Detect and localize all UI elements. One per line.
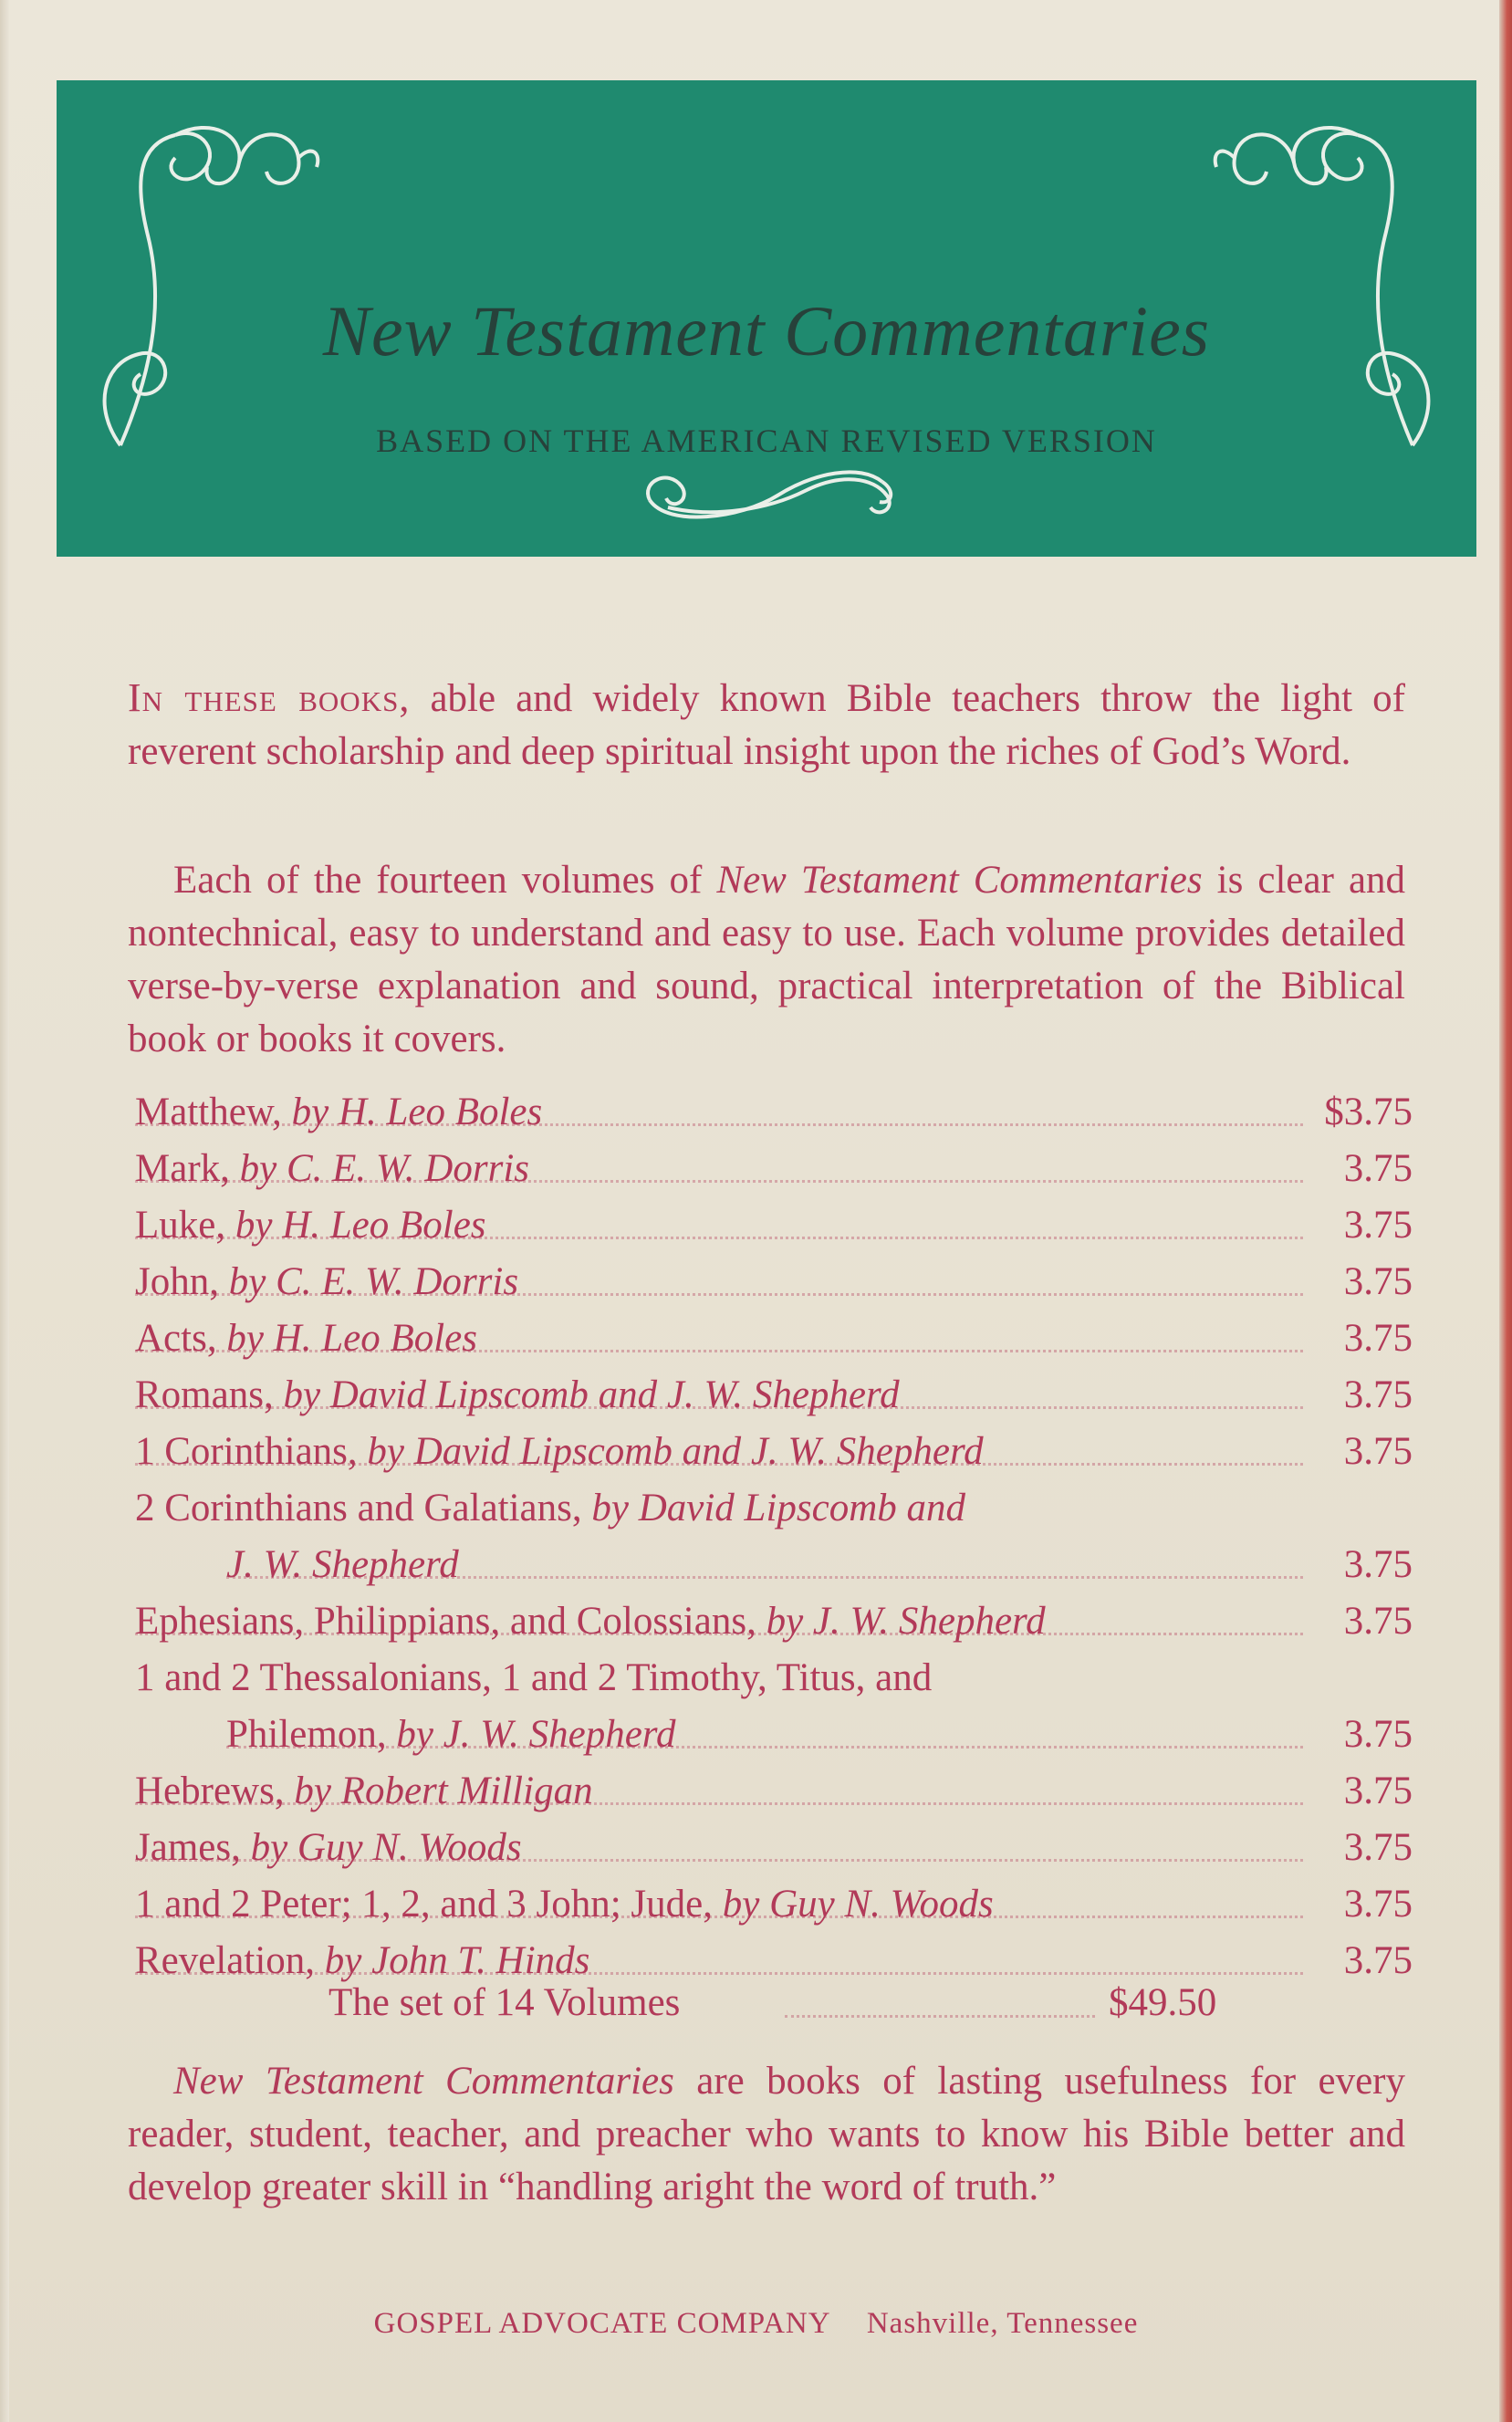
intro-text: able and widely known Bible teachers throw the light of reverent scholarship and deep spiritual insight upon the riches of God’s Word. bbox=[128, 677, 1405, 773]
list-item: Luke, by H. Leo Boles 3.75 bbox=[135, 1199, 1413, 1256]
price: 3.75 bbox=[1343, 1430, 1413, 1473]
set-leader-dots bbox=[785, 2015, 1095, 2018]
scroll-flourish-icon bbox=[631, 454, 905, 537]
jacket-left-edge bbox=[0, 0, 9, 2422]
price: 3.75 bbox=[1343, 1770, 1413, 1812]
publisher-footer bbox=[0, 2307, 1512, 2341]
price: 3.75 bbox=[1343, 1543, 1413, 1586]
list-item: 1 and 2 Peter; 1, 2, and 3 John; Jude, by Guy N. Woods 3.75 bbox=[135, 1878, 1413, 1935]
price: 3.75 bbox=[1343, 1939, 1413, 1982]
list-item-continuation: Philemon, by J. W. Shepherd 3.75 bbox=[135, 1708, 1413, 1765]
title-banner bbox=[57, 80, 1476, 557]
closing-title: New Testament Commentaries bbox=[173, 2060, 674, 2103]
volume-list bbox=[135, 1086, 1413, 1991]
banner-title: New Testament Commentaries bbox=[322, 291, 1211, 371]
intro-lead: In these books, bbox=[128, 675, 411, 720]
price: 3.75 bbox=[1343, 1883, 1413, 1926]
closing-text: are books of lasting usefulness for every reader, student, teacher, and preacher who wants to know his Bible better and develop greater skill in “handling aright the word of truth.” bbox=[128, 2060, 1406, 2208]
list-item: Revelation, by John T. Hinds 3.75 bbox=[135, 1935, 1413, 1991]
description-after: is clear and nontechnical, easy to understand and easy to use. Each volume provides detailed verse-by-verse explanation and sound, practical interpretation of the Biblical book or books it covers. bbox=[128, 859, 1406, 1060]
banner-subtitle: BASED ON THE AMERICAN REVISED VERSION bbox=[376, 423, 1157, 459]
list-item: Romans, by David Lipscomb and J. W. Shepherd 3.75 bbox=[135, 1369, 1413, 1425]
price: 3.75 bbox=[1343, 1826, 1413, 1869]
price: $3.75 bbox=[1324, 1091, 1413, 1133]
list-item: Acts, by H. Leo Boles 3.75 bbox=[135, 1312, 1413, 1369]
set-price: $49.50 bbox=[1109, 1981, 1217, 2024]
price: 3.75 bbox=[1343, 1260, 1413, 1303]
list-item: John, by C. E. W. Dorris 3.75 bbox=[135, 1256, 1413, 1312]
price: 3.75 bbox=[1343, 1373, 1413, 1416]
description-paragraph bbox=[128, 854, 1405, 1066]
set-label: The set of 14 Volumes bbox=[328, 1981, 681, 2024]
closing-paragraph bbox=[128, 2055, 1405, 2214]
intro-paragraph bbox=[128, 672, 1405, 778]
publisher-location: Nashville, Tennessee bbox=[866, 2307, 1139, 2340]
list-item: Ephesians, Philippians, and Colossians, by J. W. Shepherd 3.75 bbox=[135, 1595, 1413, 1652]
price: 3.75 bbox=[1343, 1147, 1413, 1190]
price: 3.75 bbox=[1343, 1600, 1413, 1643]
price: 3.75 bbox=[1343, 1204, 1413, 1247]
price: 3.75 bbox=[1343, 1713, 1413, 1756]
price: 3.75 bbox=[1343, 1317, 1413, 1360]
publisher-name: GOSPEL ADVOCATE COMPANY bbox=[373, 2307, 831, 2340]
list-item: Matthew, by H. Leo Boles $3.75 bbox=[135, 1086, 1413, 1143]
list-item: 1 and 2 Thessalonians, 1 and 2 Timothy, Titus, and bbox=[135, 1656, 933, 1699]
description-before: Each of the fourteen volumes of bbox=[173, 859, 703, 902]
description-title: New Testament Commentaries bbox=[716, 859, 1203, 902]
list-item: 1 Corinthians, by David Lipscomb and J. W. Shepherd 3.75 bbox=[135, 1425, 1413, 1482]
list-item-continuation: J. W. Shepherd 3.75 bbox=[135, 1539, 1413, 1595]
list-item: James, by Guy N. Woods 3.75 bbox=[135, 1822, 1413, 1878]
list-item: Mark, by C. E. W. Dorris 3.75 bbox=[135, 1143, 1413, 1199]
list-item: 2 Corinthians and Galatians, by David Lipscomb and bbox=[135, 1487, 966, 1529]
jacket-spine-edge bbox=[1499, 0, 1512, 2422]
list-item: Hebrews, by Robert Milligan 3.75 bbox=[135, 1765, 1413, 1822]
